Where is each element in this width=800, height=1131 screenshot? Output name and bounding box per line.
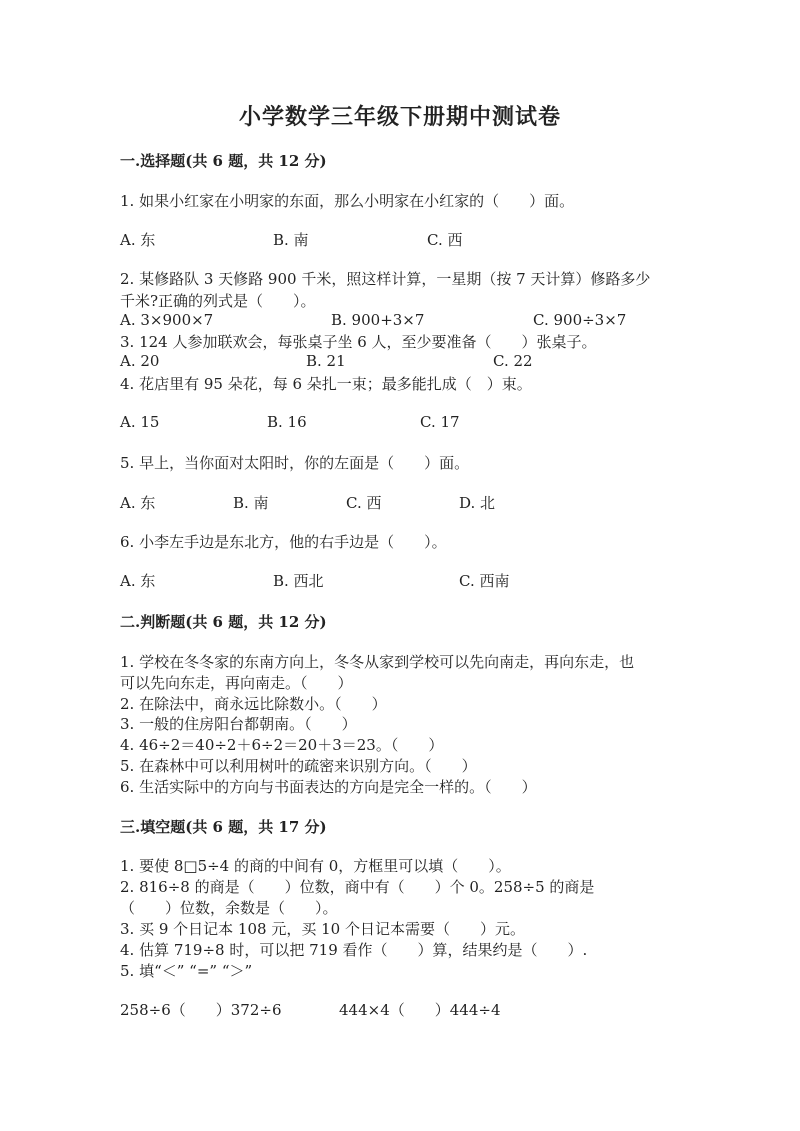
section-heading-choice: 一.选择题(共 6 题，共 12 分) — [120, 152, 327, 170]
fill-line-2: 2. 816÷8 的商是（ ）位数，商中有（ ）个 0。258÷5 的商是 — [120, 878, 595, 896]
judgment-line-6: 5. 在森林中可以利用树叶的疏密来识别方向。（ ） — [120, 757, 477, 775]
option-1-2-b: B. 900+3×7 — [331, 311, 425, 329]
question-1-2-line2: 千米?正确的列式是（ ）。 — [120, 292, 316, 310]
option-1-3-c: C. 22 — [493, 352, 533, 370]
fill-line-4: 3. 买 9 个日记本 108 元，买 10 个日记本需要（ ）元。 — [120, 920, 525, 938]
option-1-1-b: B. 南 — [273, 231, 309, 249]
question-1-3: 3. 124 人参加联欢会，每张桌子坐 6 人，至少要准备（ ）张桌子。 — [120, 333, 597, 351]
option-1-1-c: C. 西 — [427, 231, 463, 249]
option-1-2-c: C. 900÷3×7 — [533, 311, 627, 329]
fill-line-6: 5. 填“＜” “=” “＞” — [120, 962, 253, 980]
option-1-5-b: B. 南 — [233, 494, 269, 512]
option-1-4-a: A. 15 — [120, 413, 160, 431]
option-1-1-a: A. 东 — [120, 231, 156, 249]
question-1-6: 6. 小李左手边是东北方，他的右手边是（ ）。 — [120, 533, 447, 551]
compare-item-2: 444×4（ ）444÷4 — [339, 1001, 501, 1019]
judgment-line-3: 2. 在除法中，商永远比除数小。（ ） — [120, 695, 387, 713]
question-1-4: 4. 花店里有 95 朵花，每 6 朵扎一束；最多能扎成（ ）束。 — [120, 375, 532, 393]
option-1-6-b: B. 西北 — [273, 572, 324, 590]
option-1-3-b: B. 21 — [306, 352, 346, 370]
judgment-line-7: 6. 生活实际中的方向与书面表达的方向是完全一样的。（ ） — [120, 778, 537, 796]
option-1-4-c: C. 17 — [420, 413, 460, 431]
option-1-6-a: A. 东 — [120, 572, 156, 590]
option-1-5-a: A. 东 — [120, 494, 156, 512]
option-1-3-a: A. 20 — [120, 352, 160, 370]
option-1-4-b: B. 16 — [267, 413, 307, 431]
fill-line-5: 4. 估算 719÷8 时，可以把 719 看作（ ）算，结果约是（ ）. — [120, 941, 588, 959]
fill-line-3: （ ）位数，余数是（ ）。 — [120, 899, 338, 917]
section-heading-fill: 三.填空题(共 6 题，共 17 分) — [120, 818, 327, 836]
judgment-line-2: 可以先向东走，再向南走。（ ） — [120, 674, 353, 692]
question-1-1: 1. 如果小红家在小明家的东面，那么小明家在小红家的（ ）面。 — [120, 192, 575, 210]
option-1-6-c: C. 西南 — [459, 572, 510, 590]
fill-line-1: 1. 要使 8□5÷4 的商的中间有 0，方框里可以填（ ）。 — [120, 857, 511, 875]
option-1-2-a: A. 3×900×7 — [120, 311, 214, 329]
section-heading-judgment: 二.判断题(共 6 题，共 12 分) — [120, 613, 327, 631]
judgment-line-4: 3. 一般的住房阳台都朝南。（ ） — [120, 715, 357, 733]
judgment-line-5: 4. 46÷2＝40÷2＋6÷2＝20＋3＝23。（ ） — [120, 736, 444, 754]
option-1-5-c: C. 西 — [346, 494, 382, 512]
question-1-5: 5. 早上，当你面对太阳时，你的左面是（ ）面。 — [120, 454, 470, 472]
compare-item-1: 258÷6（ ）372÷6 — [120, 1001, 282, 1019]
judgment-line-1: 1. 学校在冬冬家的东南方向上，冬冬从家到学校可以先向南走，再向东走，也 — [120, 653, 635, 671]
question-1-2-line1: 2. 某修路队 3 天修路 900 千米，照这样计算，一星期（按 7 天计算）修路多少 — [120, 270, 651, 288]
page-title: 小学数学三年级下册期中测试卷 — [238, 104, 561, 130]
option-1-5-d: D. 北 — [459, 494, 496, 512]
